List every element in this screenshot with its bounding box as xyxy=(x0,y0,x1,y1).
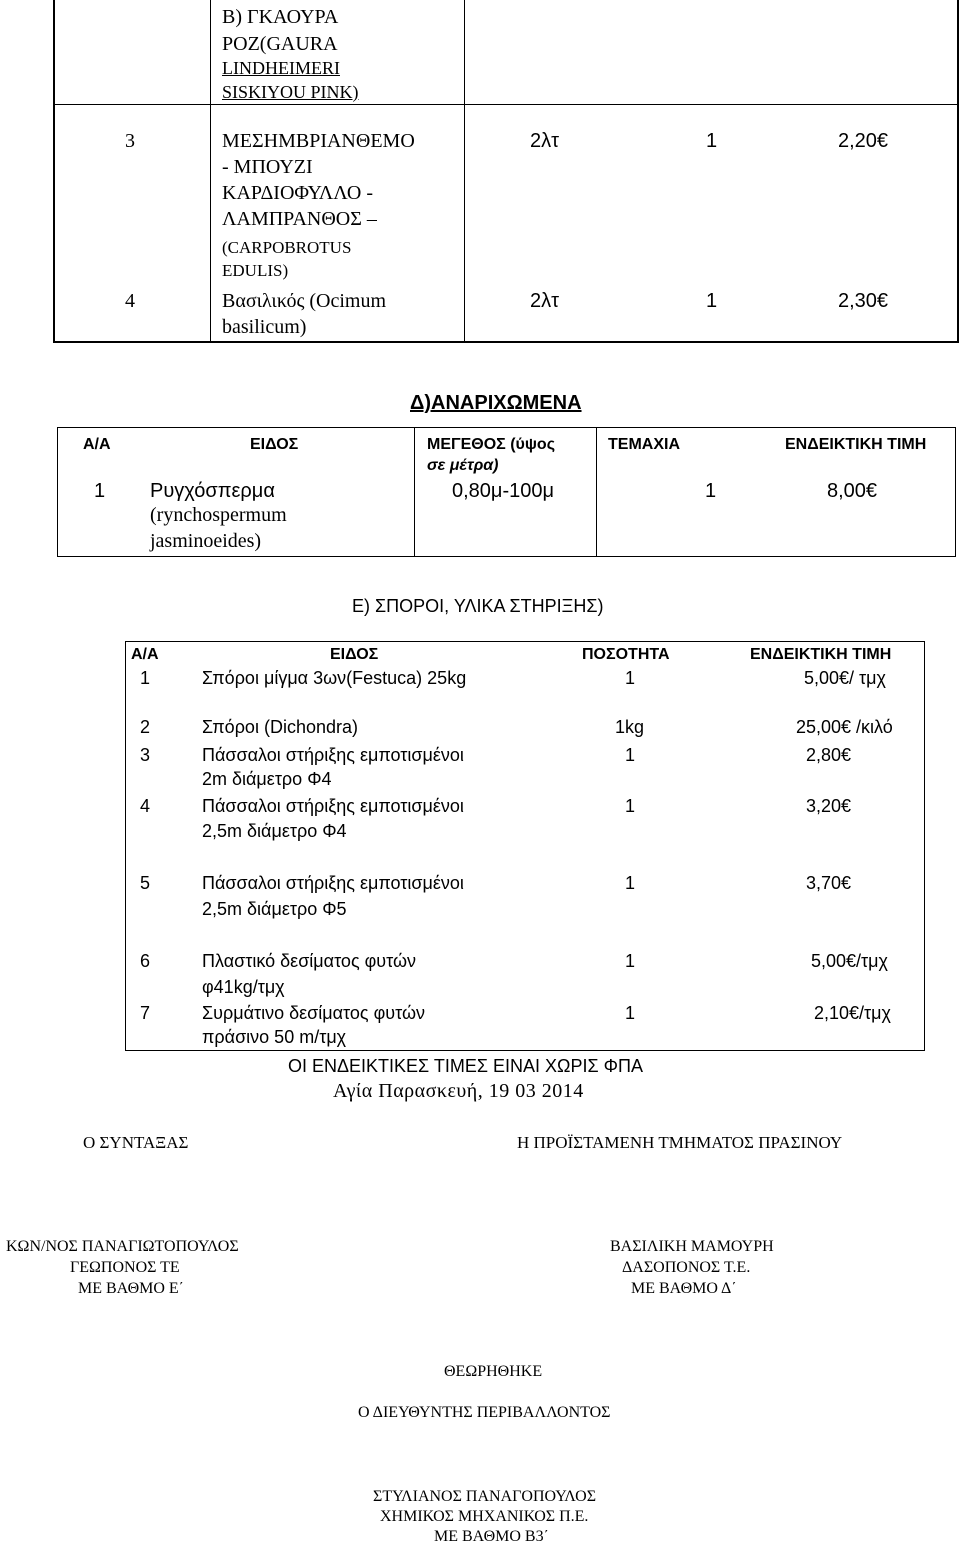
row-aa: 6 xyxy=(140,951,151,971)
row-aa: 3 xyxy=(125,130,135,152)
section-e-title: Ε) ΣΠΟΡΟΙ, ΥΛΙΚΑ ΣΤΗΡΙΞΗΣ) xyxy=(352,596,604,616)
row-name: EDULIS) xyxy=(222,261,289,280)
head-title: ΔΑΣΟΠΟΝΟΣ Τ.Ε. xyxy=(622,1259,751,1276)
row-name: 2,5m διάμετρο Φ5 xyxy=(202,899,347,919)
row-name: ΛΑΜΠΡΑΝΘΟΣ – xyxy=(222,208,377,230)
row-aa: 1 xyxy=(94,480,106,502)
head-name: ΒΑΣΙΛΙΚΗ ΜΑΜΟΥΡΗ xyxy=(610,1238,774,1255)
row-aa: 1 xyxy=(140,668,151,688)
director-grade: ΜΕ ΒΑΘΜΟ Β3΄ xyxy=(434,1528,549,1545)
row-qty: 1 xyxy=(625,796,636,816)
row-price: 2,10€/τμχ xyxy=(814,1003,891,1023)
row-name: Πάσσαλοι στήριξης εμποτισμένοι xyxy=(202,796,464,816)
row-name: Συρμάτινο δεσίματος φυτών xyxy=(202,1003,426,1023)
row-qty: 1kg xyxy=(615,717,645,737)
composer-role: Ο ΣΥΝΤΑΞΑΣ xyxy=(83,1133,189,1152)
row-qty: 1 xyxy=(625,873,636,893)
row-aa: 4 xyxy=(125,290,135,312)
row-name: - ΜΠΟΥΖΙ xyxy=(222,156,313,178)
row-price: 2,30€ xyxy=(838,290,889,312)
row-name: πράσινο 50 m/τμχ xyxy=(202,1027,347,1047)
header-size: σε μέτρα) xyxy=(427,457,499,474)
header-price: ΕΝΔΕΙΚΤΙΚΗ ΤΙΜΗ xyxy=(750,646,892,663)
row-price: 5,00€/ τμχ xyxy=(804,668,886,688)
row-qty: 1 xyxy=(625,1003,636,1023)
row-name: Πλαστικό δεσίματος φυτών xyxy=(202,951,417,971)
row-aa: 5 xyxy=(140,873,151,893)
director-role: Ο ΔΙΕΥΘΥΝΤΗΣ ΠΕΡΙΒΑΛΛΟΝΤΟΣ xyxy=(358,1404,611,1421)
row-qty: 1 xyxy=(705,480,717,502)
header-name: ΕΙΔΟΣ xyxy=(250,436,299,453)
composer-name: ΚΩΝ/ΝΟΣ ΠΑΝΑΓΙΩΤΟΠΟΥΛΟΣ xyxy=(6,1238,239,1255)
composer-title: ΓΕΩΠΟΝΟΣ ΤΕ xyxy=(70,1259,180,1276)
row-aa: 4 xyxy=(140,796,151,816)
header-name: ΕΙΔΟΣ xyxy=(330,646,379,663)
row-price: 5,00€/τμχ xyxy=(811,951,888,971)
row-name: ΚΑΡΔΙΟΦΥΛΛΟ - xyxy=(222,182,373,204)
row-qty: 1 xyxy=(706,130,718,152)
row-price: 2,80€ xyxy=(806,745,852,765)
row-size: 0,80μ-100μ xyxy=(452,480,555,502)
row-name: jasminoeides) xyxy=(150,530,262,552)
row-name: Ρυγχόσπερμα xyxy=(150,480,275,502)
head-role: Η ΠΡΟΪΣΤΑΜΕΝΗ ΤΜΗΜΑΤΟΣ ΠΡΑΣΙΝΟΥ xyxy=(517,1133,843,1152)
row-size: 2λτ xyxy=(530,290,560,312)
row-aa: 2 xyxy=(140,717,151,737)
section-d-title: Δ)ΑΝΑΡΙΧΩΜΕΝΑ xyxy=(410,392,582,414)
header-price: ΕΝΔΕΙΚΤΙΚΗ ΤΙΜΗ xyxy=(785,436,927,453)
row-price: 2,20€ xyxy=(838,130,889,152)
row-name: Σπόροι (Dichondra) xyxy=(202,717,358,737)
b-heading-4: SISKIYOU PINK) xyxy=(222,82,359,102)
row-price: 8,00€ xyxy=(827,480,878,502)
header-qty: ΠΟΣΟΤΗΤΑ xyxy=(582,646,670,663)
composer-grade: ΜΕ ΒΑΘΜΟ Ε΄ xyxy=(78,1280,185,1297)
document-date: Αγία Παρασκευή, 19 03 2014 xyxy=(333,1080,584,1102)
row-name: Βασιλικός (Ocimum xyxy=(222,290,387,312)
row-price: 3,70€ xyxy=(806,873,852,893)
b-heading-2: ΡΟΖ(GAURA xyxy=(222,33,338,55)
header-qty: ΤΕΜΑΧΙΑ xyxy=(608,436,680,453)
row-name: φ41kg/τμχ xyxy=(202,977,285,997)
row-qty: 1 xyxy=(625,668,636,688)
row-price: 3,20€ xyxy=(806,796,852,816)
director-name: ΣΤΥΛΙΑΝΟΣ ΠΑΝΑΓΟΠΟΥΛΟΣ xyxy=(373,1488,596,1505)
seen-label: ΘΕΩΡΗΘΗΚΕ xyxy=(444,1363,543,1380)
row-price: 25,00€ /κιλό xyxy=(796,717,893,737)
row-name: 2m διάμετρο Φ4 xyxy=(202,769,332,789)
row-name: ΜΕΣΗΜΒΡΙΑΝΘΕΜΟ xyxy=(222,130,415,152)
row-aa: 3 xyxy=(140,745,151,765)
header-aa: Α/Α xyxy=(131,646,159,663)
row-aa: 7 xyxy=(140,1003,151,1023)
row-name: (CARPOBROTUS xyxy=(222,238,352,257)
row-qty: 1 xyxy=(625,951,636,971)
row-size: 2λτ xyxy=(530,130,560,152)
row-name: basilicum) xyxy=(222,316,307,338)
director-title: ΧΗΜΙΚΟΣ ΜΗΧΑΝΙΚΟΣ Π.Ε. xyxy=(380,1508,589,1525)
row-name: 2,5m διάμετρο Φ4 xyxy=(202,821,347,841)
b-heading-3: LINDHEIMERI xyxy=(222,58,340,78)
row-name: (rynchospermum xyxy=(150,504,287,526)
b-heading-1: B) ΓΚΑΟΥΡΑ xyxy=(222,6,339,28)
header-size: ΜΕΓΕΘΟΣ (ύψος xyxy=(427,436,556,453)
header-aa: Α/Α xyxy=(83,436,111,453)
row-name: Πάσσαλοι στήριξης εμποτισμένοι xyxy=(202,745,464,765)
row-name: Πάσσαλοι στήριξης εμποτισμένοι xyxy=(202,873,464,893)
row-qty: 1 xyxy=(625,745,636,765)
row-qty: 1 xyxy=(706,290,718,312)
row-name: Σπόροι μίγμα 3ων(Festuca) 25kg xyxy=(202,668,467,688)
vat-note: ΟΙ ΕΝΔΕΙΚΤΙΚΕΣ ΤΙΜΕΣ ΕΙΝΑΙ ΧΩΡΙΣ ΦΠΑ xyxy=(288,1056,643,1076)
head-grade: ΜΕ ΒΑΘΜΟ Δ΄ xyxy=(631,1280,737,1297)
